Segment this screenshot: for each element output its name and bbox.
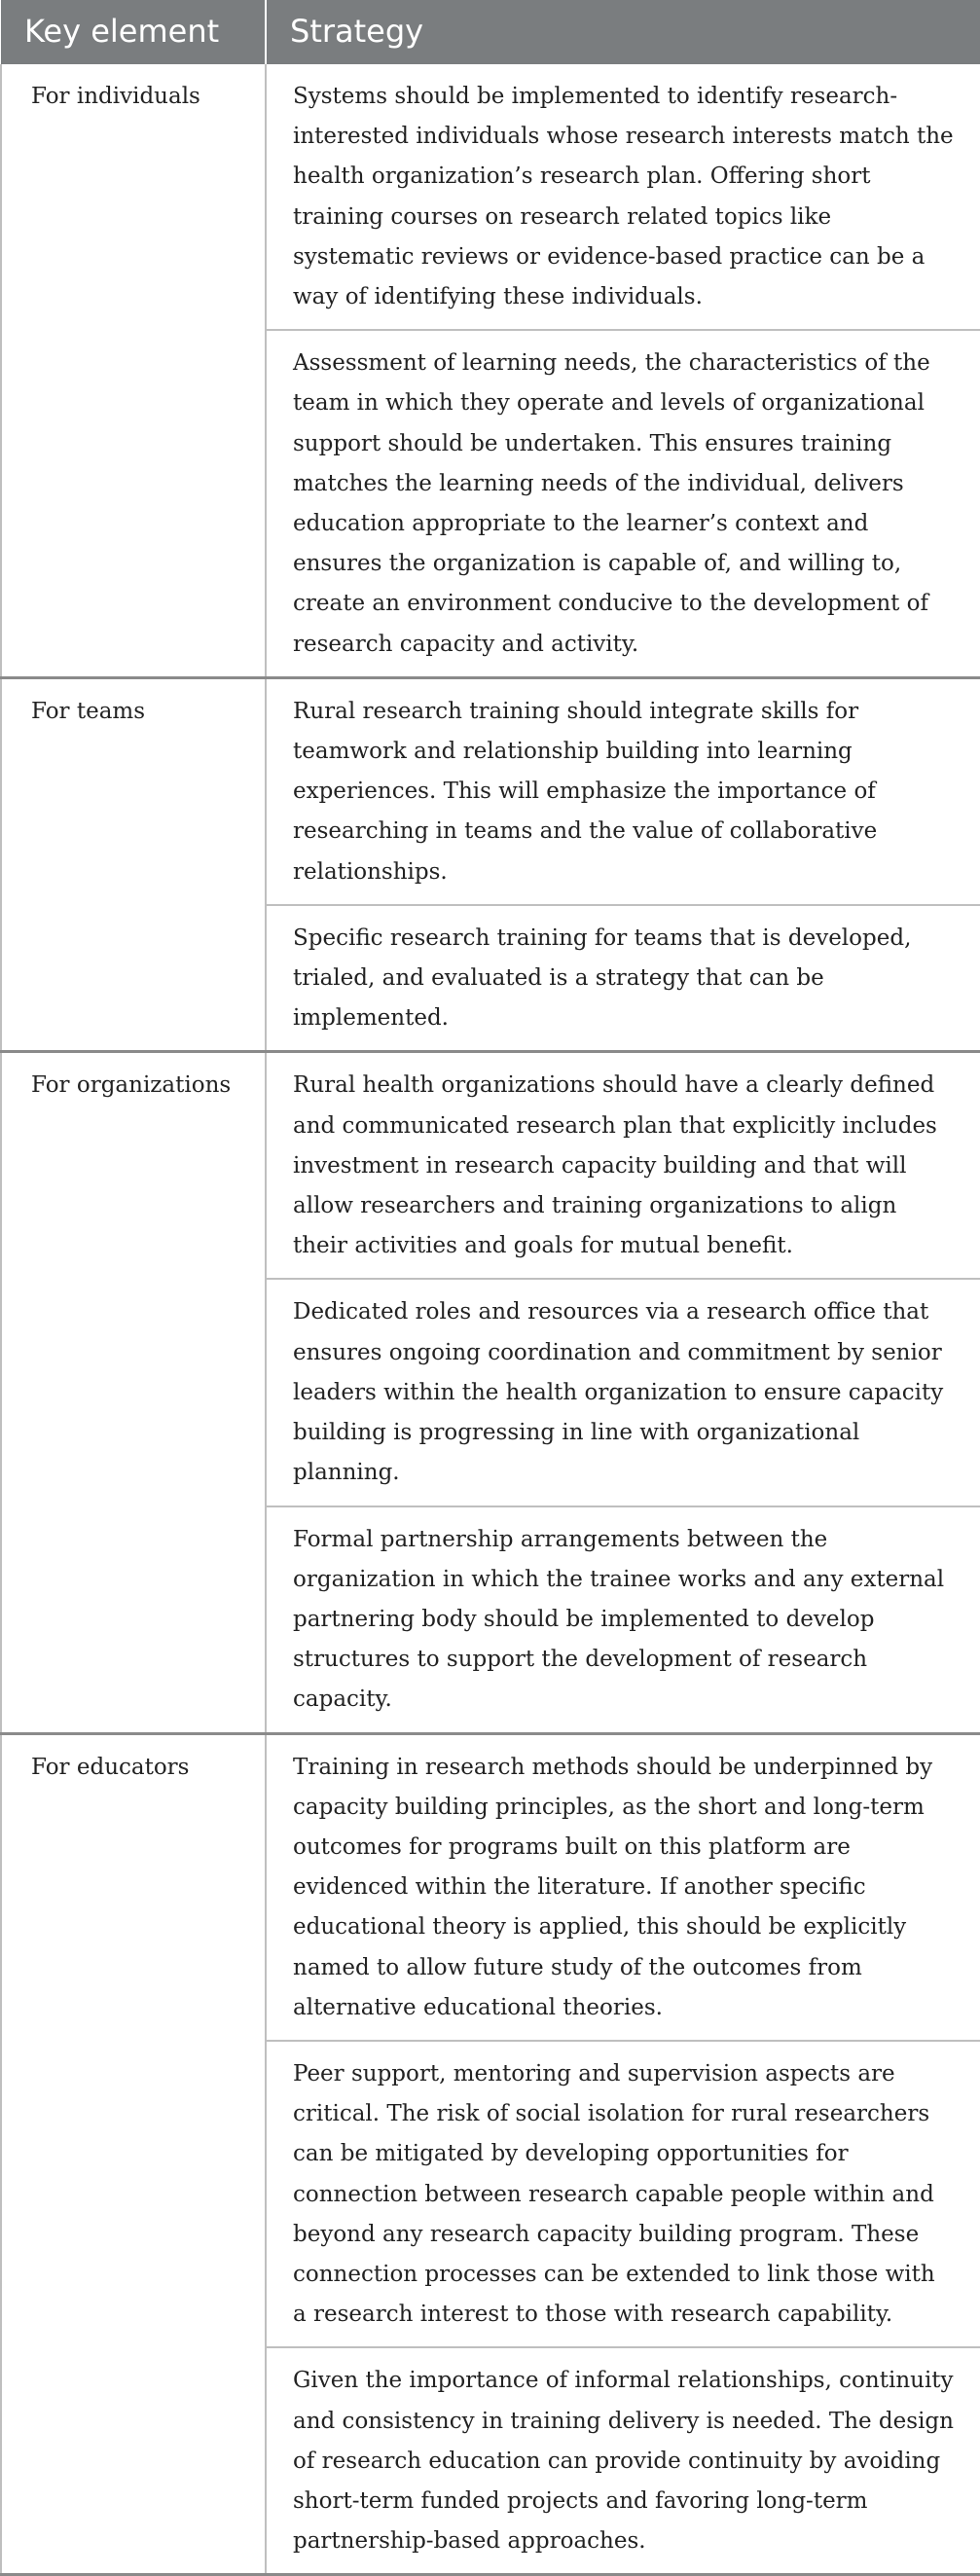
key-element-cell: For educators xyxy=(1,1733,266,2575)
strategy-cell: Assessment of learning needs, the characteristics of the team in which they operate and levels of organizational support should be undertaken. This ensures training matches the learning needs of the individual, delivers education appropriate to the learner’s context and ensures the organization is capable of, and willing to, create an environment conducive to the development of research capacity and activity. xyxy=(266,330,980,677)
strategy-cell: Peer support, mentoring and supervision aspects are critical. The risk of social isolation for rural researchers can be mitigated by developing opportunities for connection between research capable people within and beyond any research capacity building program. These connection processes can be extended to link those with a research interest to those with research capability. xyxy=(266,2041,980,2347)
strategy-cell: Rural health organizations should have a clearly defined and communicated research plan that explicitly includes investment in research capacity building and that will allow researchers and training organizations to align their activities and goals for mutual benefit. xyxy=(266,1052,980,1280)
strategy-cell: Given the importance of informal relationships, continuity and consistency in training delivery is needed. The design of research education can provide continuity by avoiding short-term funded projects and favoring long-term partnership-based approaches. xyxy=(266,2347,980,2575)
table-row xyxy=(1,64,980,330)
strategy-cell: Specific research training for teams that is developed, trialed, and evaluated is a strategy that can be implemented. xyxy=(266,905,980,1052)
key-element-cell: For individuals xyxy=(1,64,266,677)
strategy-cell: Training in research methods should be underpinned by capacity building principles, as the short and long-term outcomes for programs built on this platform are evidenced within the literature. If another specific educational theory is applied, this should be explicitly named to allow future study of the outcomes from alternative educational theories. xyxy=(266,1733,980,2041)
table-body xyxy=(1,64,980,2575)
strategy-cell: Dedicated roles and resources via a research office that ensures ongoing coordination and commitment by senior leaders within the health organization to ensure capacity building is progressing in line with organizational planning. xyxy=(266,1279,980,1506)
header-row xyxy=(1,0,980,64)
table-row xyxy=(1,1733,980,2041)
header-key-element: Key element xyxy=(1,0,266,64)
strategy-cell: Systems should be implemented to identify research-interested individuals whose research interests match the health organization’s research plan. Offering short training courses on research related topics like systematic reviews or evidence-based practice can be a way of identifying these individuals. xyxy=(266,64,980,330)
key-element-cell: For teams xyxy=(1,677,266,1052)
table-header xyxy=(1,0,980,64)
header-strategy: Strategy xyxy=(266,0,980,64)
table-row xyxy=(1,1052,980,1280)
strategy-cell: Formal partnership arrangements between the organization in which the trainee works and any external partnering body should be implemented to develop structures to support the development of research capacity. xyxy=(266,1506,980,1734)
table-row xyxy=(1,677,980,905)
key-element-cell: For organizations xyxy=(1,1052,266,1733)
strategy-cell: Rural research training should integrate skills for teamwork and relationship building into learning experiences. This will emphasize the importance of researching in teams and the value of collaborative relationships. xyxy=(266,677,980,905)
